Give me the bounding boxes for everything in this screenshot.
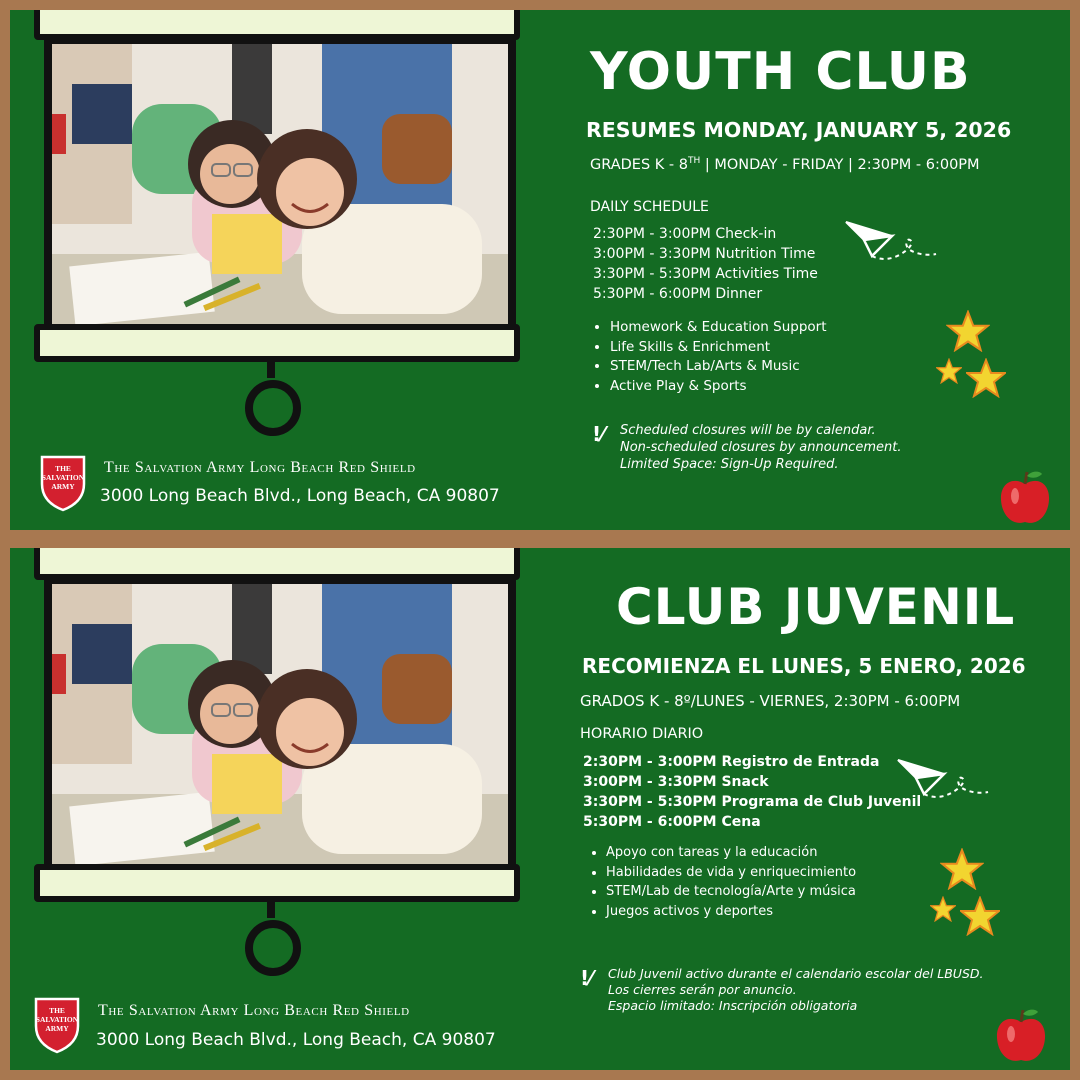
paper-plane-icon — [842, 218, 938, 273]
scroll-ring — [245, 920, 301, 976]
schedule-item: 5:30PM - 6:00PM Cena — [583, 814, 761, 830]
list-item: • Homework & Education Support — [610, 318, 827, 338]
star-icon — [946, 310, 990, 357]
spanish-panel — [10, 548, 1070, 1070]
apple-icon — [998, 468, 1052, 530]
schedule-item: 3:30PM - 5:30PM Activities Time — [593, 266, 818, 282]
page-title: YOUTH CLUB — [590, 42, 971, 102]
schedule-list — [583, 752, 921, 832]
scroll-hanger — [267, 902, 275, 918]
star-icon — [936, 358, 962, 389]
salvation-army-shield-logo: THE SALVATION ARMY — [32, 996, 82, 1054]
closure-notes: Club Juvenil activo durante el calendario escolar del LBUSD. Los cierres serán por anuncio. Espacio limitado: Inscripción obligatoria — [608, 966, 984, 1013]
schedule-heading: DAILY SCHEDULE — [590, 199, 709, 215]
list-item: • Active Play & Sports — [610, 377, 827, 397]
organization-name: The Salvation Army Long Beach Red Shield — [98, 1002, 410, 1019]
list-item: • STEM/Tech Lab/Arts & Music — [610, 357, 827, 377]
grades-hours: GRADES K - 8TH | MONDAY - FRIDAY | 2:30PM - 6:00PM — [590, 156, 980, 173]
apple-icon — [994, 1006, 1048, 1070]
schedule-item: 2:30PM - 3:00PM Check-in — [593, 226, 777, 242]
exclamation-icon: !⁄ — [592, 422, 605, 446]
star-icon — [966, 358, 1006, 403]
kids-photo — [44, 36, 516, 338]
address: 3000 Long Beach Blvd., Long Beach, CA 90807 — [100, 486, 500, 506]
address: 3000 Long Beach Blvd., Long Beach, CA 90807 — [96, 1030, 496, 1050]
page-title: CLUB JUVENIL — [616, 578, 1016, 636]
salvation-army-shield-logo: THE SALVATION ARMY — [38, 454, 88, 512]
resume-date: RESUMES MONDAY, JANUARY 5, 2026 — [586, 118, 1012, 142]
resume-date: RECOMIENZA EL LUNES, 5 ENERO, 2026 — [582, 654, 1026, 678]
organization-name: The Salvation Army Long Beach Red Shield — [104, 459, 416, 476]
star-icon — [930, 896, 956, 927]
activities-list — [590, 318, 827, 396]
list-item: • Life Skills & Enrichment — [610, 338, 827, 358]
paper-plane-icon — [894, 756, 990, 811]
list-item: • Apoyo con tareas y la educación — [606, 843, 856, 863]
english-panel — [10, 10, 1070, 530]
schedule-item: 3:00PM - 3:30PM Nutrition Time — [593, 246, 816, 262]
scroll-bottom-bar — [34, 864, 520, 902]
exclamation-icon: !⁄ — [580, 966, 593, 990]
schedule-heading: HORARIO DIARIO — [580, 726, 704, 742]
activities-list — [586, 843, 856, 921]
list-item: • Juegos activos y deportes — [606, 902, 856, 922]
scroll-bottom-bar — [34, 324, 520, 362]
schedule-list — [593, 224, 818, 304]
grades-hours: GRADOS K - 8º/LUNES - VIERNES, 2:30PM - 6:00PM — [580, 692, 961, 710]
scroll-hanger — [267, 362, 275, 378]
closure-notes: Scheduled closures will be by calendar. Non-scheduled closures by announcement. Limited Space: Sign-Up Required. — [620, 423, 902, 472]
schedule-item: 5:30PM - 6:00PM Dinner — [593, 286, 763, 302]
schedule-item: 2:30PM - 3:00PM Registro de Entrada — [583, 754, 880, 770]
list-item: • Habilidades de vida y enriquecimiento — [606, 863, 856, 883]
star-icon — [940, 848, 984, 895]
star-icon — [960, 896, 1000, 941]
list-item: • STEM/Lab de tecnología/Arte y música — [606, 882, 856, 902]
scroll-ring — [245, 380, 301, 436]
kids-photo — [44, 576, 516, 878]
schedule-item: 3:00PM - 3:30PM Snack — [583, 774, 769, 790]
schedule-item: 3:30PM - 5:30PM Programa de Club Juvenil — [583, 794, 922, 810]
